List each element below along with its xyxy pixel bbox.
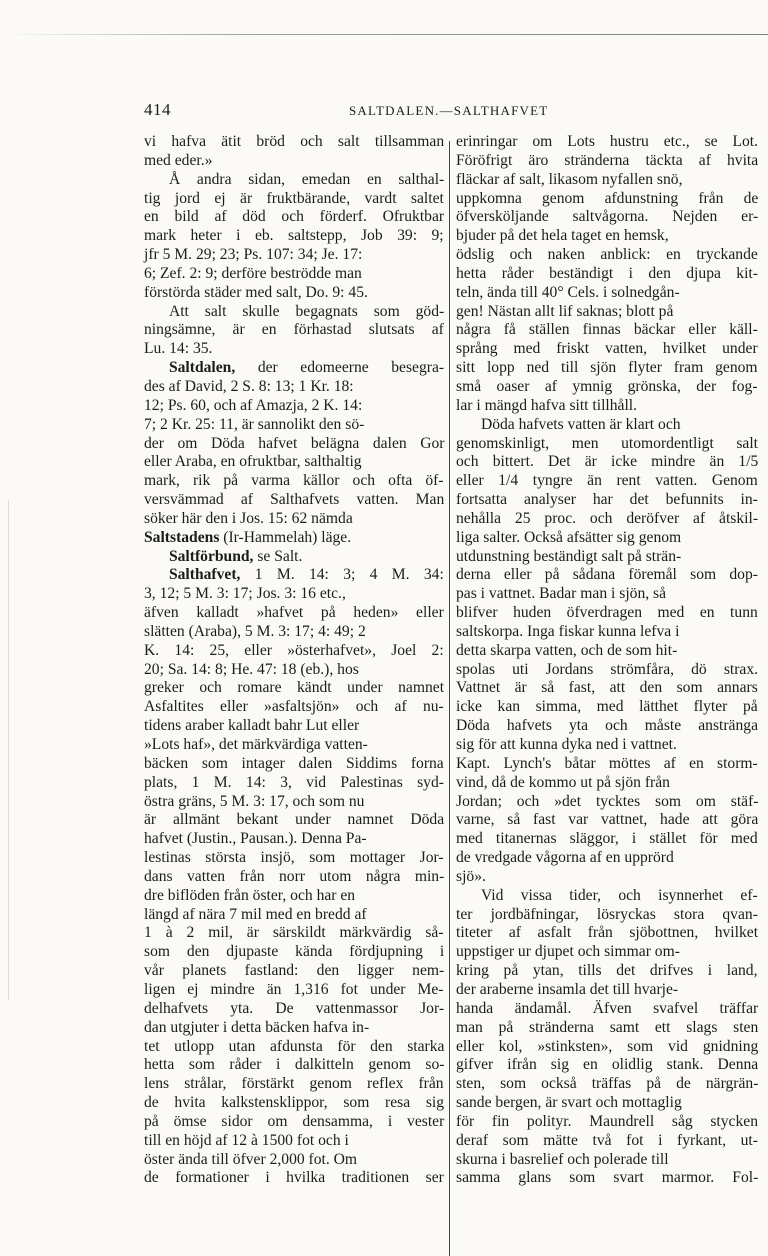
text-line: mark heter i eb. saltstepp, Job 39: 9; (144, 227, 444, 245)
text-line: östra gräns, 5 M. 3: 17, och som nu (144, 792, 365, 810)
text-line: slätten (Araba), 5 M. 3: 17; 4: 49; 2 (144, 622, 366, 640)
text-line: öster ända till öfver 2,000 fot. Om (144, 1150, 358, 1168)
text-line: lestinas största insjö, som mottager Jor- (144, 849, 444, 867)
text-line: öfversköljande saltvågorna. Nejden er- (456, 208, 759, 226)
text-line: på ömse sidor om densamma, i vester (144, 1112, 445, 1130)
text-line: genomskinligt, men utomordentligt salt (456, 434, 759, 452)
text-line: detta skarpa vatten, och de som hit- (456, 641, 678, 659)
text-line: ödslig och naken anblick: en tryckande (456, 246, 758, 264)
text-line: hetta som råder i dalkitteln genom so- (144, 1056, 445, 1074)
text-line: Å andra sidan, emedan en salthal- (168, 170, 445, 188)
text-line: Jordan; och »det tycktes som om stäf- (456, 792, 759, 810)
text-line: sjö». (456, 867, 486, 885)
text-line: små oaser af ymnig grönska, der fog- (456, 377, 758, 395)
text-line: längd af nära 7 mil med en bredd af (144, 905, 367, 923)
page-header (144, 100, 756, 122)
text-line: Asfaltites eller »asfaltsjön» och af nu- (144, 698, 444, 716)
text-line: för fin polityr. Maundrell såg stycken (456, 1112, 758, 1130)
text-line: blifver huden öfverdragen med en tunn (456, 604, 758, 622)
text-line: eller kol, »stinksten», som vid gnidning (456, 1037, 759, 1055)
text-line: förstörda städer med salt, Do. 9: 45. (144, 283, 368, 301)
text-line: sten, som också träffas på de närgrän- (456, 1075, 759, 1093)
text-line: tet utlopp utan afdunsta för den starka (144, 1037, 445, 1055)
text-line: delhafvets yta. De vattenmassor Jor- (144, 999, 445, 1017)
text-line: dan utgjuter i detta bäcken hafva in- (144, 1018, 370, 1036)
text-line: tidens araber kalladt bahr Lut eller (144, 717, 360, 735)
text-line: och bittert. Det är icke mindre än 1/5 (456, 453, 759, 471)
text-line: icke kan simma, med lätthet flyter på (456, 698, 758, 716)
text-line: jfr 5 M. 29; 23; Ps. 107: 34; Je. 17: (144, 246, 363, 264)
text-line: sitt lopp ned till sjön flyter fram genom (456, 359, 758, 377)
text-line: utdunstning beständigt salt på strän- (456, 547, 682, 565)
text-line: plats, 1 M. 14: 3, vid Palestinas syd- (144, 773, 444, 791)
text-line: varne, så fast var vattnet, hade att göra (456, 811, 759, 829)
text-line: eller 1/4 tyngre än rent vatten. Genom (456, 472, 758, 490)
text-line: 7; 2 Kr. 25: 11, är sannolikt den sö- (144, 415, 365, 433)
text-line: 1 à 2 mil, är särskildt märkvärdig så- (144, 924, 444, 942)
text-line: eller Araba, en ofruktbar, salthaltig (144, 453, 362, 471)
text-line: fortsatta analyser har det befunnits in- (456, 491, 758, 509)
text-line: söker här den i Jos. 15: 62 nämda (144, 509, 353, 527)
text-line: Döda hafvets yta och måste anstränga (456, 717, 758, 735)
text-line: spolas uti Jordans strömfåra, dö strax. (456, 660, 759, 678)
text-line: Salthafvet, 1 M. 14: 3; 4 M. 34: (168, 566, 444, 584)
text-line: saltskorpa. Inga fiskar kunna lefva i (456, 622, 680, 640)
text-line: språng med friskt vatten, hvilket under (456, 340, 758, 358)
text-line: gifver ifrån sig en olidlig stank. Denna (456, 1056, 759, 1074)
text-line: handa ändamål. Äfven svafvel träffar (456, 999, 759, 1017)
text-line: kring på ytan, tills det drifves i land, (456, 962, 758, 980)
text-line: man på stränderna samt ett slags sten (456, 1018, 759, 1036)
text-line: bjuder på det hela taget en hemsk, (456, 227, 669, 245)
text-line: vår planets fastland: den ligger nem- (144, 962, 445, 980)
text-line: pas i vattnet. Badar man i sjön, så (456, 585, 667, 603)
text-line: erinringar om Lots hustru etc., se Lot. (456, 133, 759, 150)
text-line: Vattnet är så fast, att den som annars (456, 679, 758, 697)
text-line: skurna i basrelief och polerade till (456, 1150, 669, 1168)
text-line: hafvet (Justin., Pausan.). Denna Pa- (144, 830, 367, 848)
text-line: fläckar af salt, likasom nyfallen snö, (456, 170, 683, 188)
text-line: derna eller på sådana föremål som dop- (456, 566, 758, 584)
text-line: liga salter. Också afsätter sig genom (456, 528, 682, 546)
text-line: Döda hafvets vatten är klart och (480, 415, 681, 433)
text-line: Saltstadens (Ir-Hammelah) läge. (144, 528, 352, 546)
text-line: de vredgade vågorna af en upprörd (456, 849, 674, 867)
text-line: med titanernas släggor, i stället för med (456, 830, 758, 848)
text-line: 6; Zef. 2: 9; derföre beströdde man (144, 264, 362, 282)
text-line: der araberne insamla det till hvarje- (456, 980, 679, 998)
text-line: uppstiger ur djupet och simmar om- (456, 943, 680, 961)
text-line: till en höjd af 12 à 1500 fot och i (144, 1131, 349, 1149)
text-line: med eder.» (144, 151, 213, 169)
text-line: en bild af död och förderf. Ofruktbar (144, 208, 445, 226)
top-edge-rule (0, 34, 768, 35)
text-line: vi hafva ätit bröd och salt tillsamman (144, 133, 445, 150)
text-line: ter jordbäfningar, lösryckas stora qvan- (456, 905, 758, 923)
text-line: versvämmad af Salthafvets vatten. Man (144, 491, 445, 509)
page-number: 414 (144, 100, 171, 119)
text-line: lar i mängd hafva sitt tillhåll. (456, 396, 638, 414)
text-line: de formationer i hvilka traditionen ser (144, 1169, 444, 1187)
text-line: lens strålar, förstärkt genom reflex från (144, 1075, 444, 1093)
text-line: är allmänt bekant under namnet Döda (144, 811, 445, 829)
text-line: 12; Ps. 60, och af Amazja, 2 K. 14: (144, 396, 363, 414)
column-divider (449, 141, 450, 1256)
text-line: Saltdalen, der edomeerne besegra- (168, 359, 445, 377)
text-line: mark, rik på varma källor och ofta öf- (144, 472, 444, 490)
text-line: tig jord ej är fruktbärande, vardt saltet (144, 189, 444, 207)
text-line: »Lots haf», det märkvärdiga vatten- (144, 736, 368, 753)
text-line: Saltförbund, se Salt. (168, 547, 303, 565)
text-line: nehålla 25 proc. och deröfver af åtskil- (456, 509, 759, 527)
text-line: 3, 12; 5 M. 3: 17; Jos. 3: 16 etc., (144, 585, 346, 603)
text-line: några få ställen finnas bäckar eller käll- (456, 321, 758, 339)
text-line: teln, ända till 40° Cels. i solnedgån- (456, 283, 680, 301)
text-line: deraf som mätte två fot i fyrkant, ut- (456, 1131, 758, 1149)
text-line: de hvita kalkstensklippor, som resa sig (144, 1094, 445, 1112)
text-line: äfven kalladt »hafvet på heden» eller (144, 604, 444, 622)
text-line: ligen ej mindre än 1,316 fot under Me- (144, 980, 444, 998)
text-line: sig för att kunna dyka ned i vattnet. (456, 736, 677, 753)
text-line: gen! Nästan allt lif saknas; blott på (456, 302, 674, 320)
text-line: Kapt. Lynch's båtar möttes af en storm- (456, 754, 758, 772)
left-text-column (144, 133, 444, 1188)
text-line: vind, då de kommo ut på sjön från (456, 773, 670, 791)
text-line: dans vatten från norr utom några min- (144, 867, 445, 885)
text-line: 20; Sa. 14: 8; He. 47: 18 (eb.), hos (144, 660, 359, 678)
text-line: ningsämne, är en förhastad slutsats af (144, 321, 444, 339)
text-line: Lu. 14: 35. (144, 340, 213, 358)
text-line: dre biflöden från öster, och har en (144, 886, 356, 904)
running-head: SALTDALEN.—SALTHAFVET (349, 103, 549, 118)
text-line: titeter af asfalt från sjöbottnen, hvilket (456, 924, 759, 942)
text-line: som den djupaste kända fördjupning i (144, 943, 445, 961)
text-line: samma glans som svart marmor. Fol- (456, 1169, 759, 1187)
right-text-column (456, 133, 758, 1188)
text-line: uppkomna genom afdunstning från de (456, 189, 759, 207)
text-line: hetta råder beständigt i den djupa kit- (456, 264, 758, 282)
text-line: Vid vissa tider, och isynnerhet ef- (480, 886, 758, 904)
text-line: sande bergen, är svart och mottaglig (456, 1094, 682, 1112)
text-line: greker och romare kändt under namnet (144, 679, 445, 697)
text-line: Föröfrigt äro stränderna täckta af hvita (456, 151, 759, 169)
text-line: bäcken som intager dalen Siddims forna (144, 754, 444, 772)
text-line: Att salt skulle begagnats som göd- (168, 302, 445, 320)
text-line: des af David, 2 S. 8: 13; 1 Kr. 18: (144, 377, 354, 395)
text-line: K. 14: 25, eller »österhafvet», Joel 2: (144, 641, 444, 659)
text-line: der om Döda hafvet belägna dalen Gor (144, 434, 445, 452)
page-edge-shadow (8, 500, 9, 1000)
